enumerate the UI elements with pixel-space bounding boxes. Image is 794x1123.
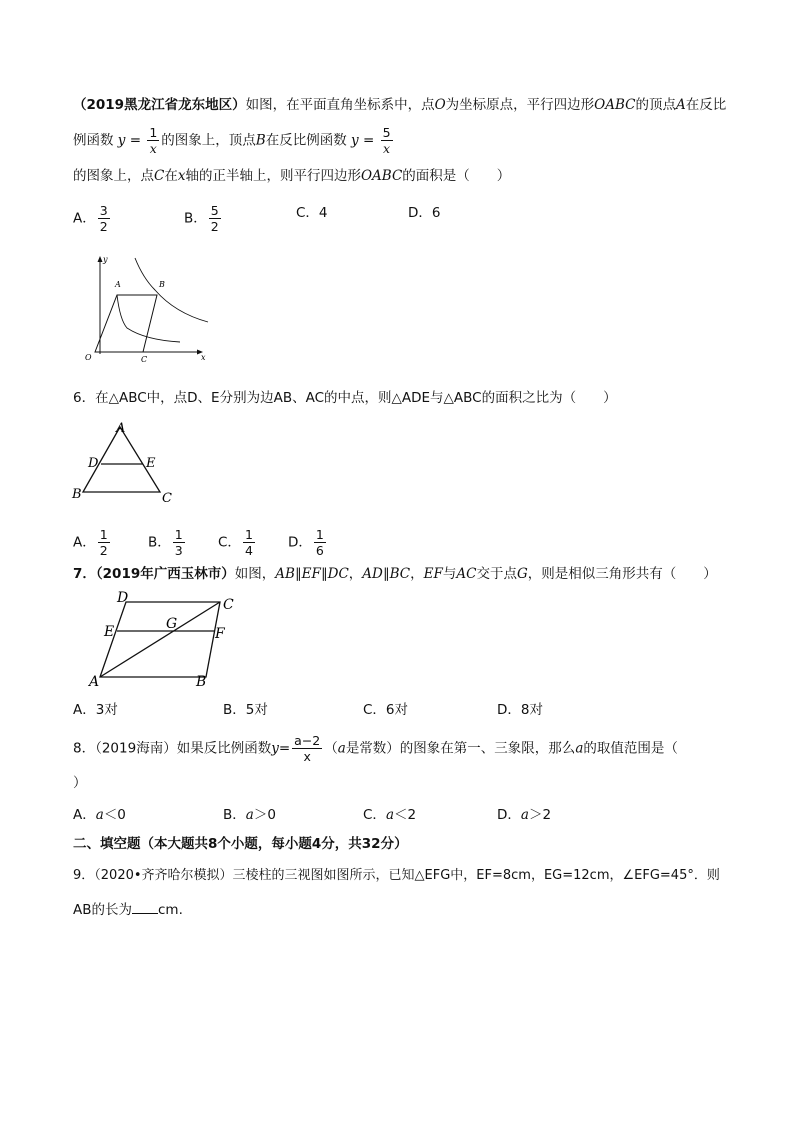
fig-label-c: C xyxy=(141,355,148,364)
q6-figure xyxy=(68,418,188,508)
fig-label-a: A xyxy=(89,674,100,690)
q5-var: OABC xyxy=(594,97,636,113)
fig-label-f: F xyxy=(215,626,225,642)
q6-option-b[interactable]: B． $\frac{1}{3}$ xyxy=(148,527,183,558)
q7-option-c[interactable]: C．6对 xyxy=(363,702,409,718)
q8-stem-line2: ） xyxy=(73,775,87,791)
fig-label-b: B xyxy=(196,674,207,690)
fig-label-g: G xyxy=(166,616,178,632)
q5-text: 的面积是（ ） xyxy=(402,168,511,184)
fig-label-c: C xyxy=(162,491,172,506)
answer-blank[interactable] xyxy=(132,900,158,914)
q5-option-a[interactable]: A． $\frac{3}{2}$ xyxy=(73,203,108,234)
q7-option-a[interactable]: A．3对 xyxy=(73,702,118,718)
q5-text: 的图象上，点 xyxy=(73,168,154,184)
q5-line3 xyxy=(73,166,510,186)
q9-stem: 9．（2020•齐齐哈尔模拟）三棱柱的三视图如图所示，已知△EFG中，EF=8cm，EG=12cm，∠EFG=45°．则 xyxy=(73,868,720,883)
q5-option-b[interactable]: B． $\frac{5}{2}$ xyxy=(184,203,219,234)
q5-var: O xyxy=(434,97,446,113)
q5-source: （2019黑龙江省龙东地区） xyxy=(73,97,246,113)
q5-var: C xyxy=(154,168,165,184)
fig-label-e: E xyxy=(104,624,115,640)
q5-text: 为坐标原点，平行四边形 xyxy=(445,97,595,113)
fig-label-c: C xyxy=(223,597,234,613)
q5-fraction-2: $\frac{5}{x}$ xyxy=(382,125,391,156)
q8-stem: 8．（2019海南）如果反比例函数y= $\frac{a-2}{x}$ （a是常数）的图象在第一、三象限，那么a的取值范围是（ xyxy=(73,733,678,764)
q6-option-a[interactable]: A． $\frac{1}{2}$ xyxy=(73,527,108,558)
q5-text: 例函数 xyxy=(73,132,114,149)
q5-text: 轴的正半轴上，则平行四边形 xyxy=(185,168,361,184)
section-title: 二、填空题（本大题共8个小题，每小题4分，共32分） xyxy=(73,836,408,852)
q9-stem-line2: AB的长为 cm. xyxy=(73,902,183,918)
q8-option-a[interactable]: A．a＜0 xyxy=(73,807,126,823)
q5-var: OABC xyxy=(360,168,403,184)
fig-label-x: x xyxy=(201,353,206,362)
fig-label-e: E xyxy=(146,456,156,471)
q5-text: 如图，在平面直角坐标系中，点 xyxy=(245,97,435,113)
q5-var: A xyxy=(675,97,686,113)
fig-label-b: B xyxy=(72,487,82,502)
q5-text: 在 xyxy=(164,168,178,184)
fig-label-y: y xyxy=(103,255,108,264)
q5-line1 xyxy=(73,95,726,115)
q5-option-d[interactable]: D．6 xyxy=(408,205,441,221)
q5-text: 的顶点 xyxy=(635,97,676,113)
q5-text: 在反比 xyxy=(685,97,727,113)
q5-var: y xyxy=(117,132,126,149)
q5-text: 的图象上，顶点 xyxy=(161,132,256,149)
q8-fraction: $\frac{a-2}{x}$ xyxy=(294,733,321,764)
q6-stem: 6．在△ABC中，点D、E分别为边AB、AC的中点，则△ADE与△ABC的面积之比为（ ） xyxy=(73,390,617,406)
q8-option-b[interactable]: B．a＞0 xyxy=(223,807,276,823)
q7-stem: 7．（2019年广西玉林市）如图，AB∥EF∥DC，AD∥BC，EF与AC交于点G，则是相似三角形共有（ ） xyxy=(73,566,717,582)
fig-label-d: D xyxy=(88,456,99,471)
q7-option-d[interactable]: D．8对 xyxy=(497,702,543,718)
fig-label-d: D xyxy=(117,590,129,606)
q5-option-c[interactable]: C．4 xyxy=(296,205,328,221)
q8-option-c[interactable]: C．a＜2 xyxy=(363,807,417,823)
q5-figure xyxy=(75,250,215,365)
q5-eq: = xyxy=(129,132,142,149)
fig-label-o: O xyxy=(85,353,92,362)
fig-label-a: A xyxy=(116,421,126,436)
q8-option-d[interactable]: D．a＞2 xyxy=(497,807,552,823)
q7-option-b[interactable]: B．5对 xyxy=(223,702,268,718)
q5-var: x xyxy=(177,168,186,184)
fig-label-b: B xyxy=(159,280,165,289)
q5-var: B xyxy=(255,132,266,149)
q5-text: 在反比例函数 xyxy=(265,132,347,149)
q5-fraction-1: $\frac{1}{x}$ xyxy=(149,125,158,156)
q5-var: y xyxy=(351,132,359,149)
q6-option-c[interactable]: C． $\frac{1}{4}$ xyxy=(218,527,253,558)
fig-label-a: A xyxy=(115,280,121,289)
q7-figure xyxy=(86,588,246,692)
q6-option-d[interactable]: D． $\frac{1}{6}$ xyxy=(288,527,324,558)
q5-line2 xyxy=(73,125,395,156)
q5-eq: = xyxy=(362,132,375,149)
